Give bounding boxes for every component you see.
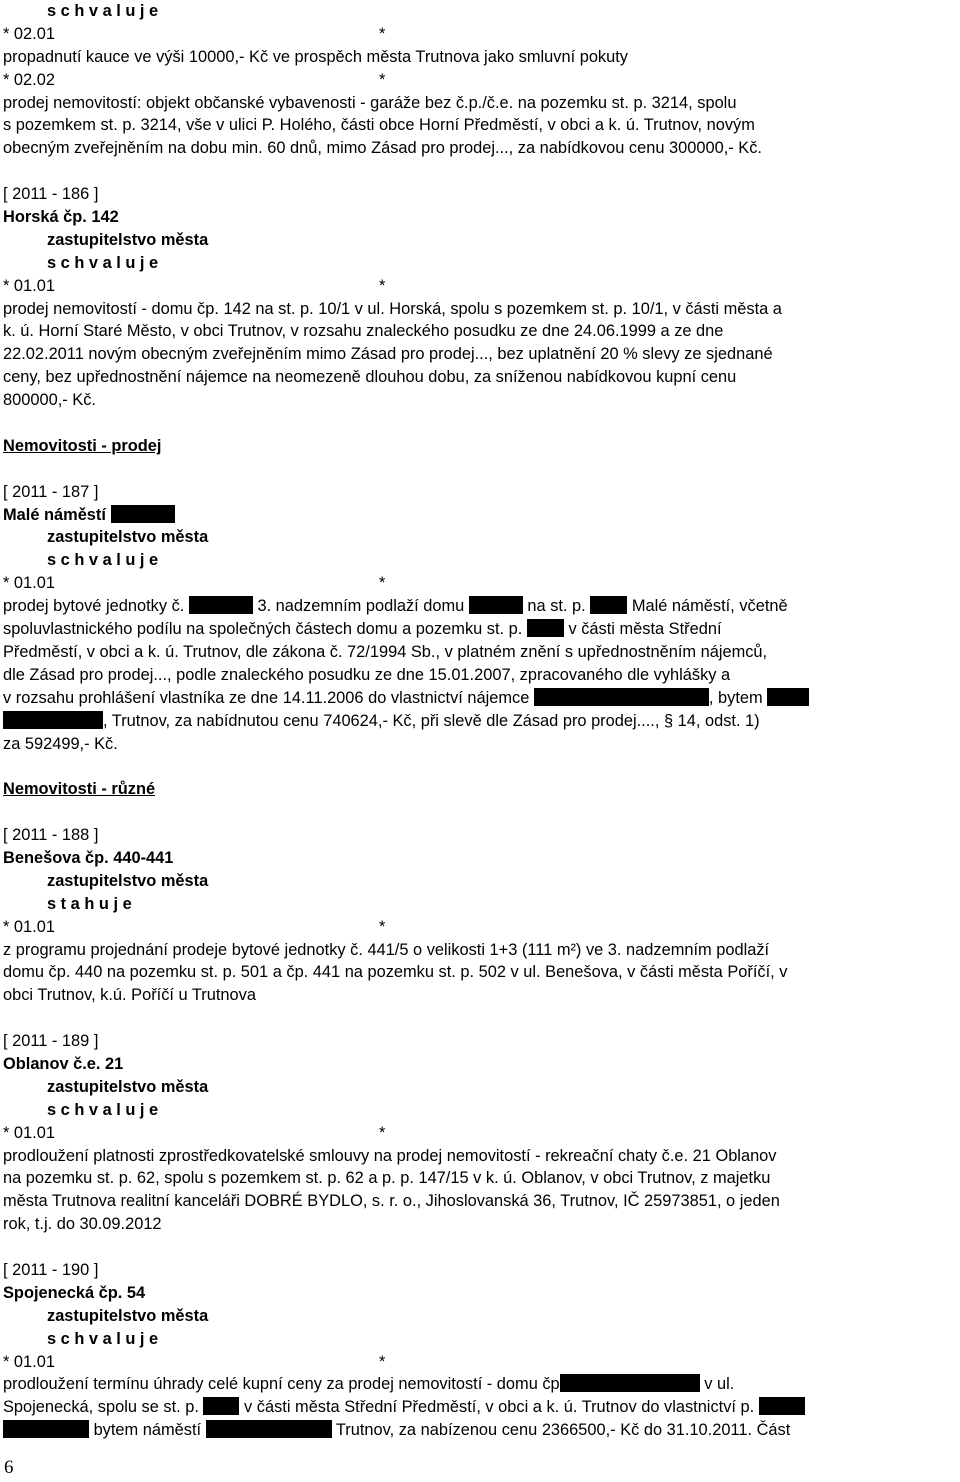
redaction-bar — [3, 711, 103, 729]
item-text: s pozemkem st. p. 3214, vše v ulici P. Holého, části obce Horní Předměstí, v obci a k. ú. Trutnov, novým — [3, 116, 755, 135]
item-text: dle Zásad pro prodej..., podle znaleckého posudku ze dne 15.01.2007, zpracovaného dle vyhlášky a — [3, 665, 731, 684]
item-number-line: * 02.02 * — [3, 70, 386, 89]
page-number: 6 — [4, 1457, 14, 1478]
resolution-place: Benešova čp. 440-441 — [3, 848, 174, 867]
item-text: na pozemku st. p. 62, spolu s pozemkem st. p. 62 a p. p. 147/15 v k. ú. Oblanov, v obci Trutnov, z majetku — [3, 1169, 771, 1188]
resolution-place: Oblanov č.e. 21 — [3, 1054, 124, 1073]
redaction-bar — [534, 688, 709, 706]
item-number-line: * 01.01 * — [3, 917, 386, 936]
resolution-body: zastupitelstvo města — [47, 1077, 209, 1096]
item-text: za 592499,- Kč. — [3, 734, 118, 753]
resolution-place: Horská čp. 142 — [3, 208, 119, 227]
item-number-line: * 01.01 * — [3, 1352, 386, 1371]
redaction-bar — [189, 596, 253, 614]
resolution-id: [ 2011 - 190 ] — [3, 1260, 99, 1279]
verb-line: s t a h u j e — [47, 894, 132, 913]
resolution-body: zastupitelstvo města — [47, 871, 209, 890]
item-number-line: * 02.01 * — [3, 24, 386, 43]
item-text: spoluvlastnického podílu na společných částech domu a pozemku st. p. v části města Střední — [3, 620, 722, 639]
item-text: Předměstí, v obci a k. ú. Trutnov, dle zákona č. 72/1994 Sb., v platném znění s upřednostněním nájemců, — [3, 642, 768, 661]
resolution-body: zastupitelstvo města — [47, 528, 209, 547]
item-text: , Trutnov, za nabídnutou cenu 740624,- Kč, při slevě dle Zásad pro prodej...., § 14, odst. 1) — [3, 710, 956, 733]
item-number-line: * 01.01 * — [3, 574, 386, 593]
item-text: prodloužení termínu úhrady celé kupní ceny za prodej nemovitostí - domu čp v ul. — [3, 1375, 735, 1394]
item-text: z programu projednání prodeje bytové jednotky č. 441/5 o velikosti 1+3 (111 m²) ve 3. nadzemním podlaží — [3, 940, 770, 959]
redaction-bar — [527, 619, 564, 637]
item-text: v rozsahu prohlášení vlastníka ze dne 14.11.2006 do vlastnictví nájemce , bytem — [3, 687, 956, 710]
item-text: prodej nemovitostí - domu čp. 142 na st. p. 10/1 v ul. Horská, spolu s pozemkem st. p. 10/1, v části města a — [3, 299, 782, 318]
redaction-bar — [590, 596, 627, 614]
item-number-line: * 01.01 * — [3, 276, 386, 295]
document-page — [3, 0, 956, 1442]
redaction-bar — [759, 1397, 805, 1415]
redaction-bar — [767, 688, 809, 706]
item-number-line: * 01.01 * — [3, 1123, 386, 1142]
redaction-bar — [560, 1374, 700, 1392]
resolution-body: zastupitelstvo města — [47, 1306, 209, 1325]
item-text: 22.02.2011 novým obecným zveřejněním mimo Zásad pro prodej..., bez uplatnění 20 % slevy ze sjednané — [3, 345, 773, 364]
item-text: prodej bytové jednotky č. 3. nadzemním podlaží domu na st. p. Malé náměstí, včetně — [3, 597, 788, 616]
section-heading-prodej: Nemovitosti - prodej — [3, 436, 162, 455]
item-text: Spojenecká, spolu se st. p. v části města Střední Předměstí, v obci a k. ú. Trutnov do vlastnictví p. — [3, 1396, 956, 1419]
resolution-id: [ 2011 - 186 ] — [3, 185, 99, 204]
item-text: města Trutnova realitní kanceláři DOBRÉ BYDLO, s. r. o., Jihoslovanská 36, Trutnov, IČ 25973851, o jeden — [3, 1192, 780, 1211]
item-text: prodloužení platnosti zprostředkovatelské smlouvy na prodej nemovitostí - rekreační chaty č.e. 21 Oblanov — [3, 1146, 777, 1165]
redaction-bar — [111, 505, 175, 523]
item-text: ceny, bez upřednostnění nájemce na neomezeně dlouhou dobu, za sníženou nabídkovou kupní cenu — [3, 368, 737, 387]
item-text: propadnutí kauce ve výši 10000,- Kč ve prospěch města Trutnova jako smluvní pokuty — [3, 47, 628, 66]
item-text: rok, t.j. do 30.09.2012 — [3, 1215, 162, 1234]
verb-line: s c h v a l u j e — [47, 1329, 159, 1348]
verb-line: s c h v a l u j e — [47, 253, 159, 272]
item-text: domu čp. 440 na pozemku st. p. 501 a čp. 441 na pozemku st. p. 502 v ul. Benešova, v části města Poříčí, v — [3, 963, 788, 982]
item-text: bytem náměstí Trutnov, za nabízenou cenu 2366500,- Kč do 31.10.2011. Část — [3, 1419, 956, 1442]
item-text: obci Trutnov, k.ú. Poříčí u Trutnova — [3, 986, 256, 1005]
redaction-bar — [206, 1420, 332, 1438]
item-text: k. ú. Horní Staré Město, v obci Trutnov, v rozsahu znaleckého posudku ze dne 24.06.1999 a ze dne — [3, 322, 724, 341]
resolution-id: [ 2011 - 188 ] — [3, 826, 99, 845]
resolution-place: Malé náměstí — [3, 504, 956, 527]
resolution-id: [ 2011 - 189 ] — [3, 1032, 99, 1051]
verb-line: s c h v a l u j e — [47, 1100, 159, 1119]
resolution-body: zastupitelstvo města — [47, 230, 209, 249]
redaction-bar — [469, 596, 523, 614]
section-heading-ruzne: Nemovitosti - různé — [3, 780, 156, 799]
verb-line: s c h v a l u j e — [47, 2, 159, 20]
resolution-id: [ 2011 - 187 ] — [3, 482, 99, 501]
verb-line: s c h v a l u j e — [47, 551, 159, 570]
item-text: 800000,- Kč. — [3, 391, 96, 410]
item-text: prodej nemovitostí: objekt občanské vybavenosti - garáže bez č.p./č.e. na pozemku st. p. 3214, spolu — [3, 93, 737, 112]
redaction-bar — [3, 1420, 89, 1438]
item-text: obecným zveřejněním na dobu min. 60 dnů, mimo Zásad pro prodej..., za nabídkovou cenu 300000,- Kč. — [3, 139, 762, 158]
redaction-bar — [203, 1397, 239, 1415]
resolution-place: Spojenecká čp. 54 — [3, 1283, 146, 1302]
